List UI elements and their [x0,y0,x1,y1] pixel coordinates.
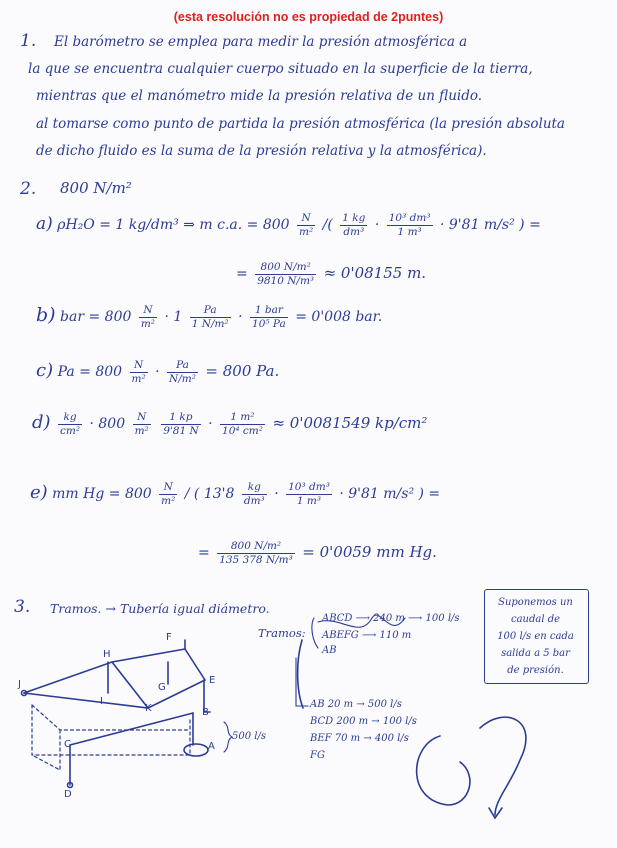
bracket-small [312,618,318,648]
node-label-k: K [145,703,152,714]
dashed-outline-3 [32,730,60,770]
q1-line-1: El barómetro se emplea para medir la presión atmosférica a [54,34,468,50]
q2c-label: c) [36,360,54,381]
pipe-b-c-d [70,713,193,785]
q2d-result: ≈ 0'0081549 kp/cm² [272,414,428,432]
frac-num: 1 bar [250,305,288,318]
q2a-slash: /( [322,217,333,233]
dashed-outline-2 [32,705,190,730]
q3-tramos-line-1: ABCD ⟶ 240 m ⟶ 100 l/s [322,613,460,624]
q2e-slash: / ( 13'8 [184,486,235,502]
q2e-result: = 0'0059 mm Hg. [302,543,437,561]
node-label-d: D [64,789,72,800]
node-label-i: I [100,696,103,707]
q2c-dot: · [155,364,160,380]
pipe-h-k [112,662,148,708]
q3-heading: Tramos. → Tubería igual diámetro. [50,601,270,616]
q3-segment-bef: BEF 70 m → 400 l/s [310,733,409,744]
frac-num: 10³ dm³ [288,481,330,493]
q2e-dot: · [274,486,279,502]
assumption-line-4: salida a 5 bar [501,648,570,659]
q2a-result: ≈ 0'08155 m. [323,264,427,282]
q2c-lhs: Pa = 800 [57,364,123,380]
frac-den: 10⁵ Pa [252,317,286,330]
q2a-tail: · 9'81 m/s² ) = [440,217,541,233]
curve-arrow [480,717,526,815]
frac-den: 1 m³ [296,494,322,507]
q2b-mid: · 1 [164,309,183,325]
frac-num: N [139,305,157,318]
q2b-label: b) [36,304,56,326]
q1-line-2: la que se encuentra cualquier cuerpo situado en la superficie de la tierra, [28,61,533,77]
frac-num: N [297,213,315,226]
frac-den: 1 m³ [397,225,422,238]
q1-number: 1. [20,31,37,51]
q2d-label: d) [32,412,51,433]
node-label-f: F [166,632,172,643]
frac-num: 10³ dm³ [388,212,431,224]
frac-den: m² [140,317,156,330]
q2e-label: e) [30,482,48,503]
node-label-b: B [202,707,209,718]
q2a-dot-1: · [374,217,380,233]
frac-num: 800 N/m² [217,541,295,554]
frac-den: m² [299,225,314,238]
curve-loop [417,736,470,805]
frac-num: N [133,412,151,425]
q1-line-4: al tomarse como punto de partida la presión atmosférica (la presión absoluta [36,116,565,132]
q3-tramos-label: Tramos: [258,626,306,640]
node-label-h: H [103,649,111,660]
frac-den: cm² [60,424,81,437]
q2a-lhs: ρH₂O = 1 kg/dm³ ⇒ m c.a. = 800 [57,217,290,233]
frac-num: N [159,482,177,495]
frac-num: Pa [167,360,198,373]
frac-den: 9810 N/m³ [257,274,315,287]
frac-den: 135 378 N/m³ [219,553,293,566]
q2e-tail: · 9'81 m/s² ) = [339,486,441,502]
q3-tramos-line-3: AB [322,645,337,656]
assumption-line-1: Suponemos un [498,597,573,608]
frac-num: N [130,360,148,373]
frac-den: m² [161,494,176,507]
watermark-text: (esta resolución no es propiedad de 2puntes) [173,10,444,24]
node-label-c: C [64,739,71,750]
q3-tramos-line-2: ABEFG ⟶ 110 m [322,630,412,641]
q3-segment-ab: AB 20 m → 500 l/s [310,699,402,710]
node-label-a: A [208,741,215,752]
frac-num: 800 N/m² [255,262,316,275]
q2a-label: a) [36,214,53,234]
frac-num: 1 m² [220,412,265,425]
node-label-j: J [18,679,21,690]
frac-num: 1 kp [161,412,200,425]
frac-den: dm³ [243,494,265,507]
brace [224,722,232,752]
q2-number: 2. [20,179,37,199]
q3-segment-bcd: BCD 200 m → 100 l/s [310,716,417,727]
q2d-dot: · [208,416,213,432]
q2b-result: = 0'008 bar. [295,309,383,325]
q3-segment-fg: FG [310,750,325,761]
q2b-lhs: bar = 800 [60,309,132,325]
flow-note: 500 l/s [232,731,266,742]
bracket-line [298,640,303,708]
q2d-lhs: · 800 [89,416,126,432]
frac-den: 10⁴ cm² [222,424,263,437]
q2b-dot: · [238,309,243,325]
q2e-lhs: mm Hg = 800 [52,486,152,502]
assumption-line-5: de presión. [507,665,564,676]
tank-a [184,744,208,756]
pipe-f-e [185,649,205,680]
frac-num: 1 kg [342,212,366,224]
assumption-line-2: caudal de [510,614,561,625]
q3-number: 3. [14,597,31,617]
scribble [318,615,405,627]
q2-given: 800 N/m² [60,179,132,197]
q1-line-5: de dicho fluido es la suma de la presión relativa y la atmosférica). [36,143,487,159]
q2c-result: = 800 Pa. [205,362,280,380]
frac-den: 9'81 N [163,424,199,437]
frac-den: m² [131,372,146,385]
node-label-g: G [158,682,166,693]
assumption-line-3: 100 l/s en cada [497,631,574,642]
frac-den: m² [134,424,149,437]
frac-num: kg [242,482,267,495]
frac-num: kg [58,412,82,425]
frac-num: Pa [190,305,231,318]
q2a-eq2: = [236,266,248,282]
frac-den: dm³ [343,225,365,238]
node-label-e: E [209,675,216,686]
q2e-eq2: = [198,545,210,561]
q1-line-3: mientras que el manómetro mide la presión relativa de un fluido. [36,88,483,104]
frac-den: 1 N/m² [191,317,229,330]
frac-den: N/m² [169,372,196,385]
